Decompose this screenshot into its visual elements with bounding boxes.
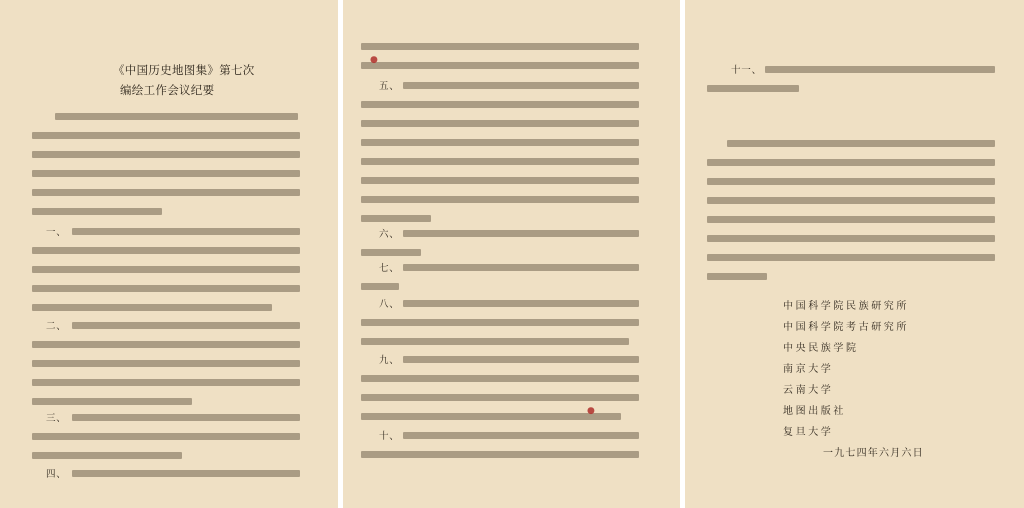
section-label: 五、: [379, 81, 400, 92]
text-line: [32, 304, 272, 311]
text-line: [361, 394, 639, 401]
text-line: [727, 140, 995, 147]
annotation-mark: ●: [370, 55, 378, 65]
text-line: [32, 379, 300, 386]
text-line: [403, 264, 639, 271]
text-line: [72, 322, 300, 329]
document-page-3: [685, 0, 1024, 508]
text-line: [32, 452, 182, 459]
text-line: [361, 375, 639, 382]
section-label: 十一、: [731, 65, 762, 76]
text-line: [361, 196, 639, 203]
section-label: 六、: [379, 229, 400, 240]
text-line: [361, 62, 639, 69]
text-line: [403, 356, 639, 363]
document-title: 《中国历史地图集》第七次: [113, 63, 255, 77]
institution-name: 中国科学院民族研究所: [783, 301, 909, 312]
text-line: [32, 285, 300, 292]
section-label: 三、: [46, 413, 67, 424]
text-line: [361, 101, 639, 108]
text-line: [707, 235, 995, 242]
annotation-mark: ●: [587, 406, 595, 416]
document-subtitle: 编绘工作会议纪要: [120, 83, 215, 97]
section-label: 四、: [46, 469, 67, 480]
text-line: [72, 470, 300, 477]
text-line: [707, 254, 995, 261]
section-label: 九、: [379, 355, 400, 366]
text-line: [32, 247, 300, 254]
text-line: [765, 66, 995, 73]
section-label: 十、: [379, 431, 400, 442]
text-line: [32, 398, 192, 405]
text-line: [55, 113, 298, 120]
text-line: [403, 82, 639, 89]
text-line: [32, 360, 300, 367]
text-line: [361, 158, 639, 165]
text-line: [32, 208, 162, 215]
text-line: [707, 159, 995, 166]
text-line: [707, 85, 799, 92]
text-line: [361, 249, 421, 256]
document-page-2: [343, 0, 680, 508]
text-line: [361, 338, 629, 345]
text-line: [72, 228, 300, 235]
text-line: [707, 216, 995, 223]
text-line: [361, 283, 399, 290]
section-label: 七、: [379, 263, 400, 274]
institution-name: 云南大学: [783, 385, 834, 396]
section-label: 八、: [379, 299, 400, 310]
section-label: 二、: [46, 321, 67, 332]
institution-name: 复旦大学: [783, 427, 834, 438]
text-line: [32, 132, 300, 139]
institution-name: 中国科学院考古研究所: [783, 322, 909, 333]
text-line: [32, 151, 300, 158]
text-line: [361, 451, 639, 458]
text-line: [403, 432, 639, 439]
text-line: [32, 433, 300, 440]
text-line: [403, 300, 639, 307]
text-line: [361, 215, 431, 222]
section-label: 一、: [46, 227, 67, 238]
text-line: [707, 178, 995, 185]
text-line: [707, 197, 995, 204]
institution-name: 中央民族学院: [783, 343, 859, 354]
text-line: [361, 120, 639, 127]
text-line: [361, 43, 639, 50]
institution-name: 南京大学: [783, 364, 834, 375]
text-line: [707, 273, 767, 280]
text-line: [32, 189, 300, 196]
institution-name: 地图出版社: [783, 406, 846, 417]
document-page-1: [0, 0, 338, 508]
text-line: [32, 170, 300, 177]
text-line: [403, 230, 639, 237]
text-line: [32, 341, 300, 348]
text-line: [72, 414, 300, 421]
text-line: [361, 177, 639, 184]
text-line: [361, 139, 639, 146]
text-line: [361, 413, 621, 420]
text-line: [361, 319, 639, 326]
document-date: 一九七四年六月六日: [823, 448, 924, 459]
text-line: [32, 266, 300, 273]
